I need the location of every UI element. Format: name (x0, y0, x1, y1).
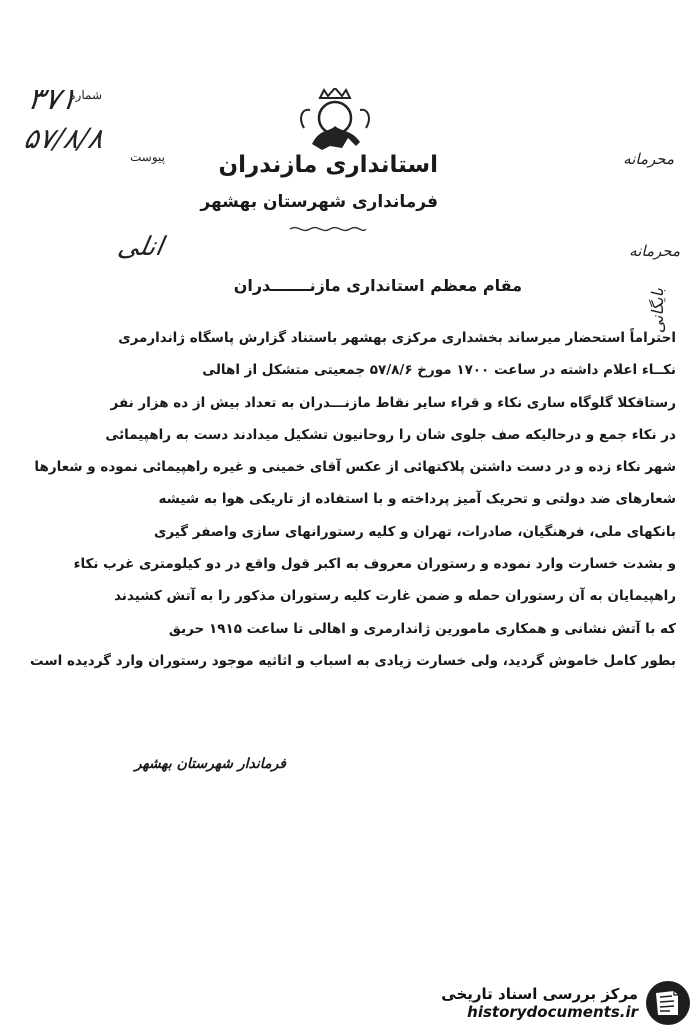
number-label: شماره (69, 88, 102, 102)
handwritten-date: ۵۷/۸/۸ (21, 122, 106, 155)
body-line: که با آتش نشانی و همکاری مامورین ژاندارمری و اهالی تا ساعت ۱۹۱۵ حریق (168, 620, 676, 637)
watermark (406, 976, 692, 1030)
attachment-label: پیوست (130, 150, 165, 164)
body-line: راهپیمایان به آن رستوران حمله و ضمن غارت کلیه رستوران مذکور را به آتش کشیدند (114, 588, 676, 605)
watermark-title: مرکز بررسی اسناد تاریخی (441, 985, 638, 1003)
confidential-note-top: محرمانه (623, 150, 674, 168)
body-line: نکــاء اعلام داشته در ساعت ۱۷۰۰ مورخ ۵۷/۸/۶ جمعیتی متشکل از اهالی (202, 362, 676, 379)
archive-logo-icon (644, 979, 692, 1027)
government-name: استانداری مازندران (218, 152, 438, 178)
body-line: و بشدت خسارت وارد نموده و رستوران معروف به اکبر قول واقع در دو کیلومتری غرب نکاء (73, 556, 676, 573)
body-line: احتراماً استحضار میرساند بخشداری مرکزی بهشهر باستناد گزارش پاسگاه ژاندارمری (118, 330, 676, 346)
body-line: در نکاء جمع و درحالیکه صف جلوی شان را روحانیون تشکیل میدادند دست به راهپیمائی (105, 426, 676, 443)
side-margin-note: بایگانی (648, 288, 667, 334)
confidential-note-second: محرمانه (629, 242, 680, 260)
body-line: بانکهای ملی، فرهنگیان، صادرات، تهران و کلیه رستورانهای سازی واصفر گیری (153, 523, 676, 540)
lion-and-sun-emblem-icon (290, 88, 380, 158)
body-line: شعارهای ضد دولتی و تحریک آمیز پرداخته و با استفاده از تاریکی هوا به شیشه (158, 491, 676, 508)
watermark-text (441, 985, 638, 1021)
city-office-name: فرمانداری شهرستان بهشهر (200, 192, 438, 212)
watermark-url: historydocuments.ir (467, 1003, 638, 1021)
recipient-line: مقام معظم استانداری مازنـــــــدران (233, 276, 522, 295)
body-line: رستاقکلا گلوگاه ساری نکاء و قراء سایر نقاط مازنـــدران به تعداد بیش از ده هزار نفر (110, 394, 676, 411)
letter-body (20, 322, 676, 677)
body-line: شهر نکاء زده و در دست داشتن پلاکتهائی از عکس آقای خمینی و غیره راهپیمائی نموده و شعارها (34, 459, 676, 476)
body-line: بطور کامل خاموش گردید، ولی خسارت زیادی به اسباب و اثاثیه موجود رستوران وارد گردیده است (30, 652, 676, 669)
ornamental-divider (288, 224, 368, 234)
handwritten-scribble: انلی (115, 232, 166, 262)
signature-line: فرماندار شهرستان بهشهر (134, 756, 286, 772)
handwritten-number: ۳۷۱ (25, 82, 79, 117)
